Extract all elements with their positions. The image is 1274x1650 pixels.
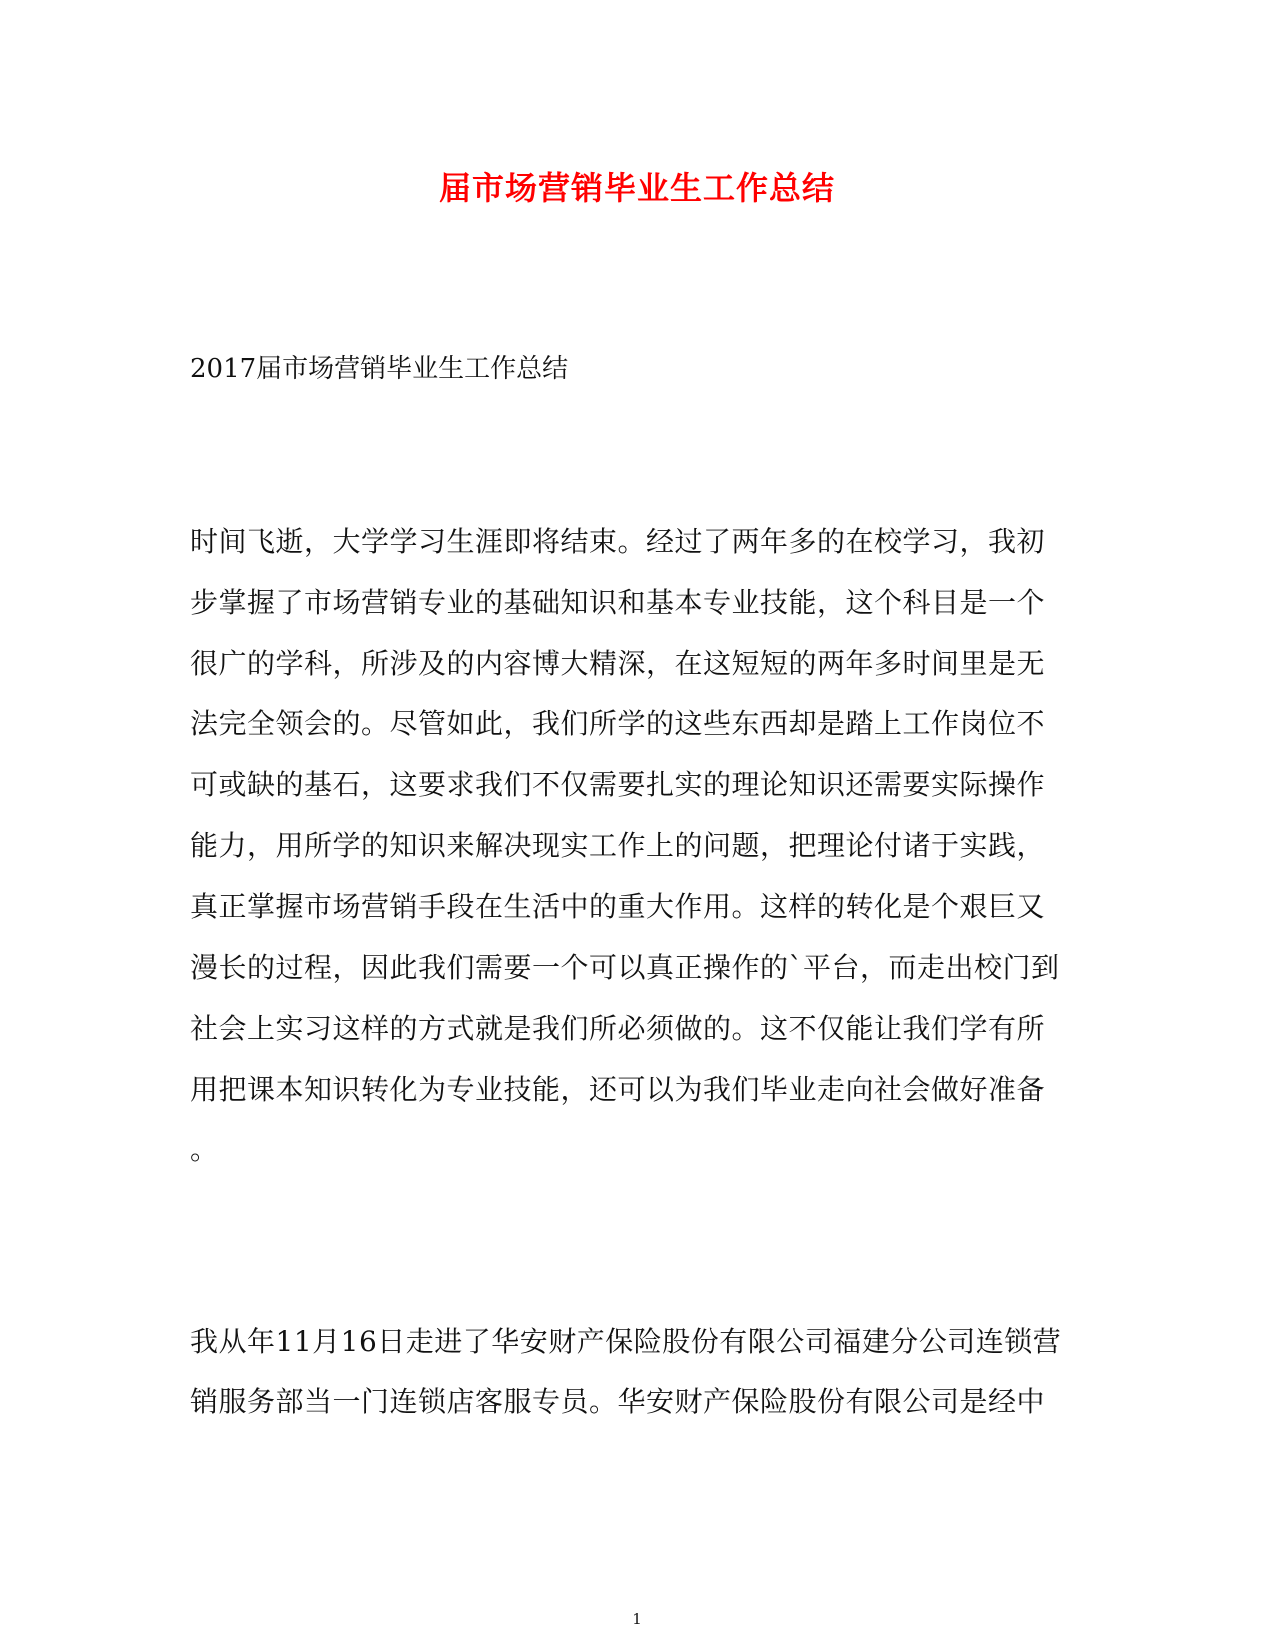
paragraph-line: 可或缺的基石，这要求我们不仅需要扎实的理论知识还需要实际操作 xyxy=(190,768,1046,801)
document-subtitle: 2017届市场营销毕业生工作总结 xyxy=(190,354,569,384)
document-title: 届市场营销毕业生工作总结 xyxy=(438,169,835,207)
paragraph-line: 我从年11月16日走进了华安财产保险股份有限公司福建分公司连锁营 xyxy=(190,1325,1062,1358)
page-number: 1 xyxy=(632,1610,642,1628)
paragraph-line: 用把课本知识转化为专业技能，还可以为我们毕业走向社会做好准备 xyxy=(190,1073,1046,1106)
paragraph-line: 步掌握了市场营销专业的基础知识和基本专业技能，这个科目是一个 xyxy=(190,586,1046,619)
paragraph-line: 时间飞逝，大学学习生涯即将结束。经过了两年多的在校学习，我初 xyxy=(190,525,1046,558)
paragraph-line: 。 xyxy=(190,1133,219,1166)
paragraph-line: 法完全领会的。尽管如此，我们所学的这些东西却是踏上工作岗位不 xyxy=(190,707,1046,740)
paragraph-line: 销服务部当一门连锁店客服专员。华安财产保险股份有限公司是经中 xyxy=(190,1385,1046,1418)
paragraph-line: 能力，用所学的知识来解决现实工作上的问题，把理论付诸于实践， xyxy=(190,829,1046,862)
paragraph-line: 真正掌握市场营销手段在生活中的重大作用。这样的转化是个艰巨又 xyxy=(190,890,1046,923)
paragraph-line: 社会上实习这样的方式就是我们所必须做的。这不仅能让我们学有所 xyxy=(190,1012,1046,1045)
paragraph-line: 很广的学科，所涉及的内容博大精深，在这短短的两年多时间里是无 xyxy=(190,647,1046,680)
paragraph-line: 漫长的过程，因此我们需要一个可以真正操作的`平台，而走出校门到 xyxy=(190,951,1060,984)
